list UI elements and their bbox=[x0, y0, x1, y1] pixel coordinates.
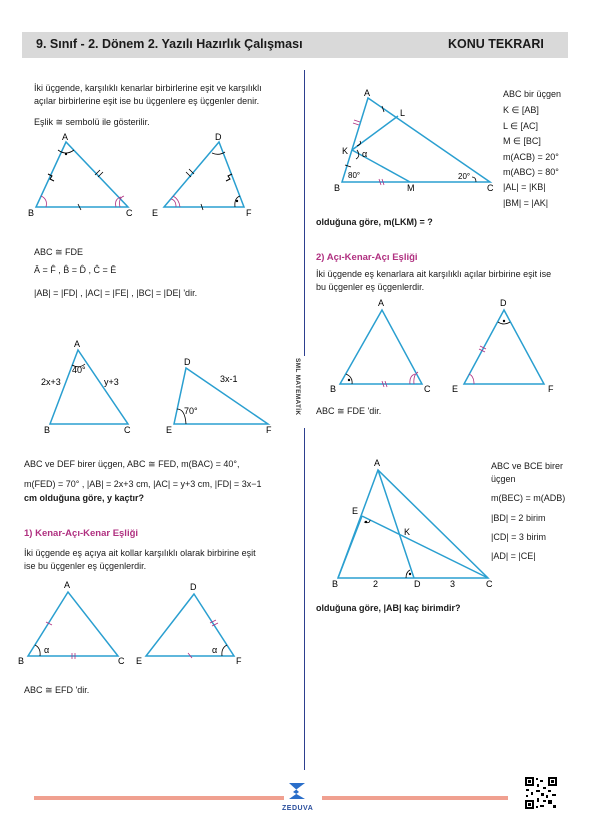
bec-label-d: D bbox=[414, 579, 421, 589]
sas-label-a: A bbox=[64, 580, 71, 590]
question-1-line-2: m(FED) = 70° , |AB| = 2x+3 cm, |AC| = y+3 cm, |FD| = 3x−1 bbox=[24, 479, 262, 489]
asa-label-f: F bbox=[548, 384, 554, 394]
q-label-b: B bbox=[44, 425, 51, 434]
condition3-2: üçgen bbox=[491, 474, 516, 484]
condition-6: m(ABC) = 80° bbox=[503, 167, 559, 177]
sas-label-b: B bbox=[18, 656, 25, 666]
bec-label-e: E bbox=[352, 506, 359, 516]
condition3-4: |BD| = 2 birim bbox=[491, 513, 546, 523]
intro-line-2: açılar birbirlerine eşit ise bu üçgenlere eş üçgenler denir. bbox=[34, 96, 260, 106]
angle-equalities: Â = F̂ , B̂ = D̂ , Ĉ = Ê bbox=[34, 265, 117, 275]
condition-7: |AL| = |KB| bbox=[503, 182, 546, 192]
sas-label-c: C bbox=[118, 656, 125, 666]
sas-label-f: F bbox=[236, 656, 242, 666]
section-2-title: 2) Açı-Kenar-Açı Eşliği bbox=[316, 252, 418, 263]
label-f: F bbox=[246, 208, 252, 218]
q-label-e: E bbox=[166, 425, 173, 434]
section-2-text-2: bu üçgenler eş üçgenlerdir. bbox=[316, 282, 425, 292]
condition3-3: m(BEC) = m(ADB) bbox=[491, 493, 566, 503]
condition-2: K ∈ [AB] bbox=[503, 105, 539, 115]
question-triangles-figure bbox=[26, 338, 296, 434]
bec-label-c: C bbox=[486, 579, 493, 589]
label-e: E bbox=[152, 208, 159, 218]
klm-label-k: K bbox=[342, 146, 349, 156]
asa-triangles-figure bbox=[318, 296, 580, 396]
condition-8: |BM| = |AK| bbox=[503, 198, 549, 208]
side-label: SML MATEMATİK bbox=[294, 358, 301, 416]
alpha-f-label: α bbox=[212, 645, 218, 655]
condition-1: ABC bir üçgen bbox=[503, 89, 562, 99]
bd-length-label: 2 bbox=[373, 579, 379, 589]
footer-bar-left bbox=[34, 796, 284, 800]
section-1-title: 1) Kenar-Açı-Kenar Eşliği bbox=[24, 528, 139, 539]
bec-label-a: A bbox=[374, 458, 381, 468]
condition-5: m(ACB) = 20° bbox=[503, 152, 559, 162]
q-label-a: A bbox=[74, 339, 81, 349]
alpha-b-label: α bbox=[44, 645, 50, 655]
section-1-text-2: ise bu üçgenler eş üçgenlerdir. bbox=[24, 561, 147, 571]
q-label-c: C bbox=[124, 425, 131, 434]
asa-label-e: E bbox=[452, 384, 459, 394]
footer-bar-right bbox=[322, 796, 508, 800]
q-label-d: D bbox=[184, 357, 191, 367]
bec-label-b: B bbox=[332, 579, 339, 589]
side-equalities: |AB| = |FD| , |AC| = |FE| , |BC| = |DE| 'dir. bbox=[34, 288, 198, 298]
asa-label-c: C bbox=[424, 384, 431, 394]
question-1-line-3: cm olduğuna göre, y kaçtır? bbox=[24, 493, 145, 503]
label-b: B bbox=[28, 208, 35, 218]
section-2-text-1: İki üçgende eş kenarlara ait karşılıklı açılar birbirine eşit ise bbox=[316, 269, 552, 279]
klm-label-m: M bbox=[407, 183, 415, 193]
condition3-5: |CD| = 3 birim bbox=[491, 532, 546, 542]
q-label-f: F bbox=[266, 425, 272, 434]
side-df-label: 3x-1 bbox=[220, 374, 238, 384]
label-a: A bbox=[62, 132, 69, 142]
asa-label-b: B bbox=[330, 384, 337, 394]
klm-triangle-figure bbox=[330, 86, 500, 196]
klm-alpha: α bbox=[362, 149, 368, 159]
sas-label-e: E bbox=[136, 656, 143, 666]
condition-4: M ∈ [BC] bbox=[503, 136, 541, 146]
angle-a-label: 40° bbox=[72, 365, 86, 375]
side-ab-label: 2x+3 bbox=[41, 377, 61, 387]
intro-line-1: İki üçgende, karşılıklı kenarlar birbirlerine eşit ve karşılıklı bbox=[34, 83, 262, 93]
klm-label-l: L bbox=[400, 108, 406, 118]
sas-label-d: D bbox=[190, 582, 197, 592]
section-1-text-1: İki üçgende eş açıya ait kollar karşılıklı olarak birbirine eşit bbox=[24, 548, 256, 558]
sas-triangles-figure bbox=[14, 578, 284, 670]
congruent-triangles-figure bbox=[26, 130, 296, 222]
dc-length-label: 3 bbox=[450, 579, 456, 589]
section-2-result: ABC ≅ FDE 'dir. bbox=[316, 406, 382, 416]
brand-name: ZEDUVA bbox=[282, 805, 314, 812]
klm-angle-20: 20° bbox=[458, 172, 471, 181]
side-ac-label: y+3 bbox=[104, 377, 119, 387]
page-title: 9. Sınıf - 2. Dönem 2. Yazılı Hazırlık Çalışması bbox=[36, 37, 303, 51]
congruence-equation: ABC ≅ FDE bbox=[34, 247, 84, 257]
klm-angle-80: 80° bbox=[348, 171, 361, 180]
condition3-6: |AD| = |CE| bbox=[491, 551, 536, 561]
klm-label-c: C bbox=[487, 183, 494, 193]
bec-triangle-figure bbox=[326, 456, 496, 590]
section-label: KONU TEKRARI bbox=[448, 37, 544, 51]
klm-label-a: A bbox=[364, 88, 371, 98]
symbol-note: Eşlik ≅ sembolü ile gösterilir. bbox=[34, 117, 150, 127]
label-c: C bbox=[126, 208, 133, 218]
condition3-1: ABC ve BCE birer bbox=[491, 461, 564, 471]
angle-e-label: 70° bbox=[184, 406, 198, 416]
section-1-result: ABC ≅ EFD 'dir. bbox=[24, 685, 90, 695]
qr-code-icon bbox=[524, 776, 558, 810]
condition-3: L ∈ [AC] bbox=[503, 121, 539, 131]
bec-label-k: K bbox=[404, 527, 411, 537]
label-d: D bbox=[215, 132, 222, 142]
question-3: olduğuna göre, |AB| kaç birimdir? bbox=[316, 603, 461, 613]
question-1-line-1: ABC ve DEF birer üçgen, ABC ≅ FED, m(BAC) = 40°, bbox=[24, 459, 240, 469]
zeduva-logo-icon bbox=[287, 780, 307, 802]
asa-label-d: D bbox=[500, 298, 507, 308]
klm-label-b: B bbox=[334, 183, 341, 193]
question-2: olduğuna göre, m(LKM) = ? bbox=[316, 217, 433, 227]
asa-label-a: A bbox=[378, 298, 385, 308]
